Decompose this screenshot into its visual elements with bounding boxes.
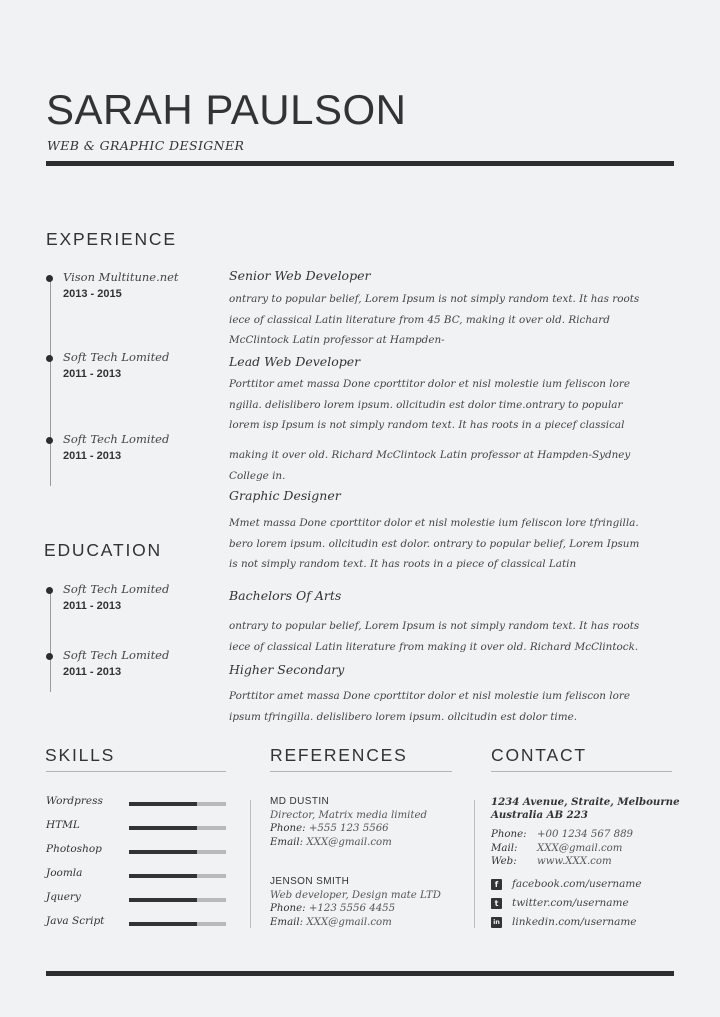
twitter-icon: t [491, 898, 502, 909]
reference-name: MD DUSTIN [270, 796, 330, 807]
timeline-years: 2011 - 2013 [63, 666, 122, 678]
phone-label: Phone: [491, 829, 527, 840]
timeline-company: Soft Tech Lomited [63, 582, 170, 596]
reference-position: Web developer, Design mate LTD [270, 889, 441, 901]
phone-value: +555 123 5566 [308, 823, 389, 834]
description-line: ontrary to popular belief, Lorem Ipsum is not simply random text. It has roots [229, 293, 640, 305]
skill-row [46, 843, 226, 857]
entry-description [229, 445, 691, 486]
skill-bar [129, 898, 226, 902]
timeline-dot [46, 355, 53, 362]
description-line: making it over old. Richard McClintock Latin professor at Hampden-Sydney [229, 449, 631, 461]
linkedin-icon: in [491, 917, 502, 928]
timeline-dot [46, 653, 53, 660]
experience-timeline-line [50, 276, 51, 486]
mail-value[interactable]: XXX@gmail.com [537, 842, 623, 854]
skill-bar [129, 874, 226, 878]
description-line: bero lorem ipsum. ollcitudin est dolor. ontrary to popular belief, Lorem Ipsum [229, 537, 640, 550]
web-value[interactable]: www.XXX.com [537, 856, 612, 867]
skills-heading: SKILLS [45, 745, 116, 765]
skill-name: Java Script [46, 915, 105, 927]
contact-underline [491, 771, 672, 772]
skill-name: HTML [46, 819, 80, 831]
entry-description [229, 686, 691, 727]
full-name [46, 84, 407, 136]
skill-level [129, 922, 197, 926]
skill-level [129, 898, 197, 902]
address-line: Australia AB 223 [491, 809, 588, 821]
entry-description [229, 374, 691, 436]
reference-email [270, 836, 427, 850]
header-divider [46, 161, 674, 166]
skill-name: Joomla [46, 867, 83, 879]
entry-title: Bachelors Of Arts [229, 588, 342, 603]
email-label: Email: [270, 916, 304, 928]
description-line: iece of classical Latin literature from making it over old. Richard McClintock. [229, 640, 639, 653]
education-timeline-line [50, 588, 51, 692]
timeline-years: 2011 - 2013 [63, 600, 122, 612]
phone-label: Phone: [270, 823, 306, 834]
phone-value: +00 1234 567 889 [537, 829, 634, 840]
description-line: lorem isp Ipsum is not simply random text. It has roots in a piecef classical [229, 419, 625, 431]
address-line: 1234 Avenue, Straite, Melbourne [491, 796, 680, 808]
entry-title: Lead Web Developer [229, 354, 361, 369]
phone-value: +123 5556 4455 [308, 903, 396, 914]
description-line: is not simply random text. It has roots in a piece of classical Latin [229, 558, 577, 570]
entry-title: Senior Web Developer [229, 268, 371, 283]
skill-level [129, 826, 197, 830]
reference-item [270, 795, 427, 849]
contact-block [491, 796, 680, 869]
skill-row [46, 867, 226, 881]
description-line: ngilla. delislibero lorem ipsum. ollcitudin est dolor time.ontrary to popular [229, 398, 623, 411]
contact-phone [491, 828, 680, 842]
footer-divider [46, 971, 674, 976]
description-line: Porttitor amet massa Done cporttitor dolor et nisl molestie ium feliscon lore [229, 378, 630, 390]
skill-name: Jquery [46, 891, 81, 903]
entry-description [229, 513, 691, 575]
timeline-years: 2011 - 2013 [63, 450, 122, 462]
mail-label: Mail: [491, 842, 518, 854]
skill-bar [129, 922, 226, 926]
last-name: PAULSON [205, 86, 407, 133]
contact-web [491, 855, 680, 869]
skill-row [46, 915, 226, 929]
education-heading: EDUCATION [44, 540, 162, 560]
skill-name: Photoshop [46, 843, 102, 855]
entry-description [229, 616, 691, 657]
skill-bar [129, 802, 226, 806]
skill-level [129, 874, 197, 878]
email-value[interactable]: XXX@gmail.com [306, 836, 392, 848]
entry-title: Graphic Designer [229, 488, 341, 503]
experience-heading: EXPERIENCE [46, 229, 177, 249]
web-label: Web: [491, 856, 517, 867]
description-line: ipsum tfringilla. delislibero lorem ipsum. ollcitudin est dolor time. [229, 710, 578, 723]
references-underline [270, 771, 452, 772]
first-name: SARAH [46, 86, 194, 133]
reference-item [270, 875, 441, 929]
email-label: Email: [270, 836, 304, 848]
skill-bar [129, 850, 226, 854]
contact-mail [491, 842, 680, 856]
reference-phone [270, 902, 441, 916]
skill-row [46, 891, 226, 905]
reference-position: Director, Matrix media limited [270, 809, 428, 821]
timeline-years: 2011 - 2013 [63, 368, 122, 380]
description-line: McClintock Latin professor at Hampden- [229, 334, 445, 346]
timeline-company: Soft Tech Lomited [63, 648, 170, 662]
column-divider [474, 800, 475, 928]
facebook-icon: f [491, 879, 502, 890]
social-link[interactable]: facebook.com/username [512, 878, 642, 890]
reference-name: JENSON SMITH [270, 876, 350, 887]
description-line: Porttitor amet massa Done cporttitor dolor et nisl molestie ium feliscon lore [229, 690, 630, 702]
social-link[interactable]: twitter.com/username [512, 897, 629, 909]
email-value[interactable]: XXX@gmail.com [306, 916, 392, 928]
reference-phone [270, 822, 427, 836]
skill-level [129, 850, 197, 854]
skill-name: Wordpress [46, 795, 103, 807]
description-line: Mmet massa Done cporttitor dolor et nisl molestie ium feliscon lore tfringilla. [229, 517, 639, 529]
timeline-company: Soft Tech Lomited [63, 350, 170, 364]
reference-email [270, 916, 441, 930]
job-role: WEB & GRAPHIC DESIGNER [47, 138, 245, 153]
skill-bar [129, 826, 226, 830]
entry-title: Higher Secondary [229, 662, 345, 677]
description-line: iece of classical Latin literature from 45 BC, making it over old. Richard [229, 313, 610, 326]
timeline-dot [46, 587, 53, 594]
skill-row [46, 819, 226, 833]
description-line: College in. [229, 469, 286, 482]
phone-label: Phone: [270, 903, 306, 914]
timeline-company: Vison Multitune.net [63, 270, 179, 284]
skill-level [129, 802, 197, 806]
column-divider [250, 800, 251, 928]
timeline-dot [46, 437, 53, 444]
skills-underline [46, 771, 226, 772]
timeline-company: Soft Tech Lomited [63, 432, 170, 446]
social-link[interactable]: linkedin.com/username [512, 916, 637, 928]
references-heading: REFERENCES [270, 745, 408, 765]
timeline-dot [46, 275, 53, 282]
contact-heading: CONTACT [491, 745, 587, 765]
description-line: ontrary to popular belief, Lorem Ipsum is not simply random text. It has roots [229, 620, 640, 632]
timeline-years: 2013 - 2015 [63, 288, 122, 300]
skill-row [46, 795, 226, 809]
entry-description [229, 289, 691, 351]
